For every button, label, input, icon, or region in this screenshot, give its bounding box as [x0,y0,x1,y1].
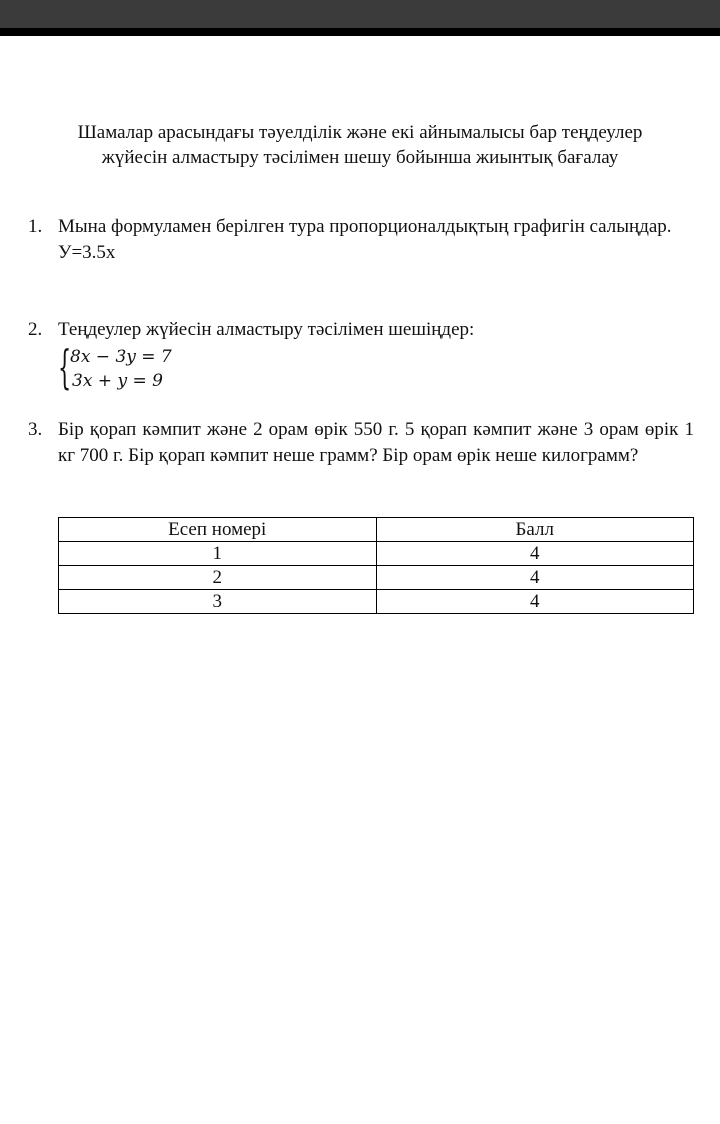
table-row [59,542,694,566]
table-cell: 3 [59,590,377,614]
task-text: Теңдеулер жүйесін алмастыру тәсілімен шешіңдер: [58,319,475,340]
title-line-1: Шамалар арасындағы тәуелділік және екі айнымалысы бар теңдеулер [77,122,643,143]
task-text: Бір қорап кәмпит және 2 орам өрік 550 г. 5 қорап кәмпит және 3 орам өрік 1 кг 700 г. Бір қорап кәмпит неше грамм? Бір орам өрік неше килограмм? [58,419,694,466]
table-row [59,590,694,614]
table-cell: 4 [376,590,694,614]
equation-1: 8x − 3y = 7 [70,347,172,367]
document-title [20,120,700,170]
task-text: Мына формуламен берілген тура пропорционалдықтың графигін салыңдар. [58,216,672,237]
top-black-line [0,28,720,36]
equation-system [58,340,694,395]
table-header-row [59,518,694,542]
top-dark-bar [0,0,720,28]
system-brace: { [58,340,72,394]
task-1 [28,214,694,266]
table-cell: 1 [59,542,377,566]
task-2 [28,317,694,395]
equation-2: 3x + y = 9 [72,371,163,391]
task-number: 1. [28,216,43,237]
table-row [59,566,694,590]
task-number: 3. [28,419,43,440]
score-table [58,517,694,614]
table-header: Балл [376,518,694,542]
task-formula: У=3.5х [58,242,116,263]
table-cell: 4 [376,542,694,566]
table-cell: 4 [376,566,694,590]
title-line-2: жүйесін алмастыру тәсілімен шешу бойынша жиынтық бағалау [101,147,619,168]
table-header: Есеп номері [59,518,377,542]
table-cell: 2 [59,566,377,590]
task-number: 2. [28,319,43,340]
task-3 [28,417,694,469]
